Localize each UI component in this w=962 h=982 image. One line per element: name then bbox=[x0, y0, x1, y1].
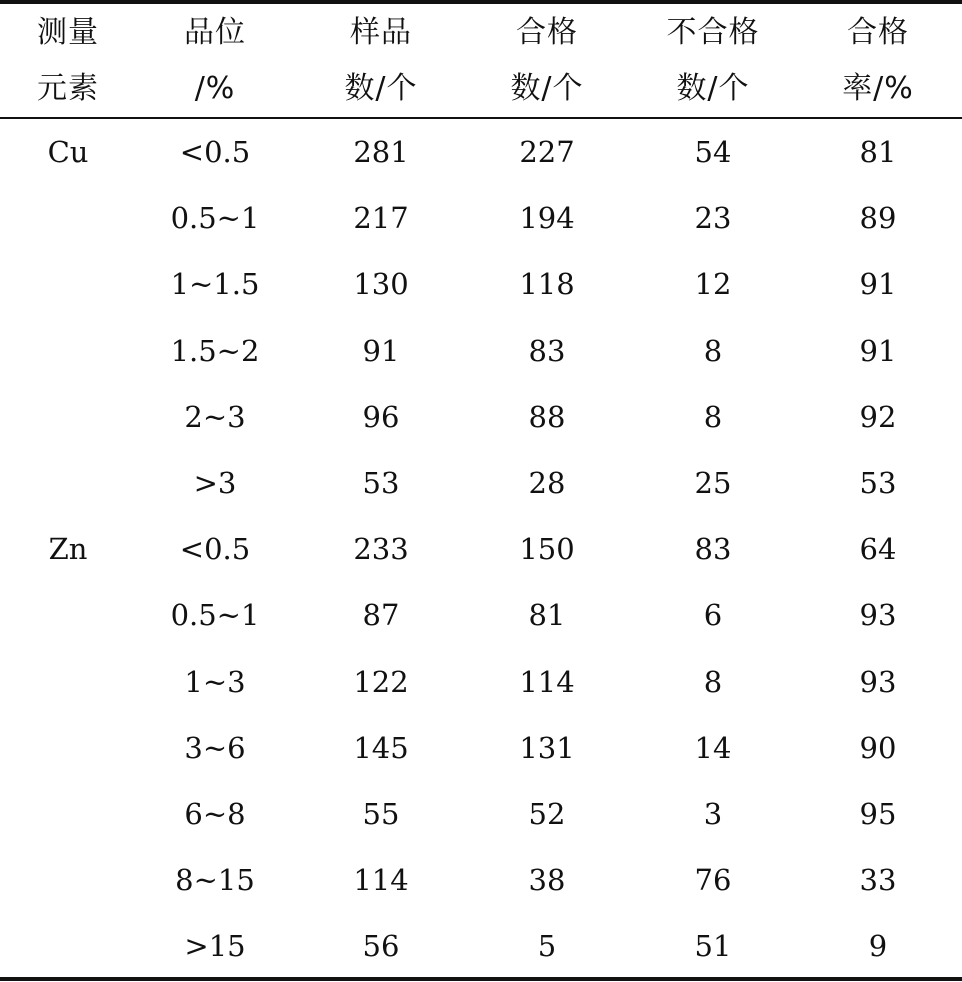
element-cell bbox=[18, 318, 118, 384]
header-unqualified bbox=[640, 4, 786, 117]
unqualified-cell: 8 bbox=[703, 664, 723, 699]
table-row bbox=[0, 847, 962, 913]
grade-cell: 3~6 bbox=[184, 730, 246, 765]
pass-rate-cell: 93 bbox=[859, 664, 897, 699]
samples-cell: 122 bbox=[353, 664, 409, 699]
pass-rate-cell: 33 bbox=[859, 863, 897, 898]
table-row bbox=[0, 384, 962, 450]
grade-cell: 2~3 bbox=[184, 399, 246, 434]
pass-rate-cell: 92 bbox=[859, 399, 897, 434]
unqualified-cell: 76 bbox=[694, 863, 732, 898]
unqualified-cell: 54 bbox=[694, 135, 732, 169]
pass-rate-cell: 91 bbox=[859, 267, 897, 302]
pass-rate-cell: 95 bbox=[859, 796, 897, 831]
samples-cell: 114 bbox=[353, 863, 409, 898]
table-row bbox=[0, 516, 962, 582]
qualified-cell: 114 bbox=[519, 664, 575, 699]
pass-rate-cell: 81 bbox=[859, 135, 897, 169]
grade-cell: 0.5~1 bbox=[170, 201, 260, 236]
table-row bbox=[0, 649, 962, 715]
samples-cell: 130 bbox=[353, 267, 409, 302]
header-pass-rate-line2: 率/% bbox=[842, 70, 914, 106]
samples-cell: 55 bbox=[362, 796, 400, 831]
samples-cell: 91 bbox=[362, 333, 400, 368]
unqualified-cell: 8 bbox=[703, 399, 723, 434]
qualified-cell: 52 bbox=[528, 796, 566, 831]
qualified-cell: 227 bbox=[519, 135, 575, 169]
grade-cell: 1.5~2 bbox=[170, 333, 260, 368]
samples-cell: 53 bbox=[362, 465, 400, 500]
grade-cell: 1~3 bbox=[184, 664, 246, 699]
qualified-cell: 150 bbox=[519, 532, 575, 567]
unqualified-cell: 14 bbox=[694, 730, 732, 765]
table-bottom-rule bbox=[0, 977, 962, 981]
unqualified-cell: 6 bbox=[703, 598, 723, 633]
header-element bbox=[18, 4, 118, 117]
samples-cell: 233 bbox=[353, 532, 409, 567]
pass-rate-cell: 53 bbox=[859, 465, 897, 500]
grade-cell: <0.5 bbox=[179, 532, 251, 567]
table-header bbox=[0, 4, 962, 117]
table-row bbox=[0, 715, 962, 781]
pass-rate-cell: 64 bbox=[859, 532, 897, 567]
header-unqualified-line2: 数/个 bbox=[676, 70, 750, 106]
unqualified-cell: 25 bbox=[694, 465, 732, 500]
qualified-cell: 83 bbox=[528, 333, 566, 368]
pass-rate-cell: 91 bbox=[859, 333, 897, 368]
header-pass-rate-line1: 合格 bbox=[847, 14, 909, 50]
pass-rate-cell: 93 bbox=[859, 598, 897, 633]
element-cell bbox=[18, 582, 118, 648]
header-grade-line1: 品位 bbox=[184, 14, 246, 50]
qualified-cell: 194 bbox=[519, 201, 575, 236]
qualified-cell: 118 bbox=[519, 267, 575, 302]
qualified-cell: 28 bbox=[528, 465, 566, 500]
qualified-cell: 131 bbox=[519, 730, 575, 765]
header-grade-line2: /% bbox=[194, 70, 236, 106]
element-cell bbox=[18, 251, 118, 317]
pass-rate-cell: 89 bbox=[859, 201, 897, 236]
samples-cell: 56 bbox=[362, 929, 400, 964]
element-cell bbox=[18, 649, 118, 715]
element-cell bbox=[18, 847, 118, 913]
qualified-cell: 88 bbox=[528, 399, 566, 434]
element-cell bbox=[18, 913, 118, 979]
element-cell bbox=[18, 185, 118, 251]
grade-cell: >15 bbox=[184, 929, 246, 964]
element-cell bbox=[18, 450, 118, 516]
grade-cell: 0.5~1 bbox=[170, 598, 260, 633]
header-samples bbox=[310, 4, 452, 117]
header-grade bbox=[140, 4, 290, 117]
element-cell bbox=[18, 384, 118, 450]
grade-cell: 8~15 bbox=[175, 863, 255, 898]
pass-rate-cell: 9 bbox=[868, 929, 888, 964]
table-row bbox=[0, 251, 962, 317]
grade-cell: 1~1.5 bbox=[170, 267, 260, 302]
header-pass-rate bbox=[808, 4, 948, 117]
unqualified-cell: 23 bbox=[694, 201, 732, 236]
header-qualified-line2: 数/个 bbox=[510, 70, 584, 106]
unqualified-cell: 51 bbox=[694, 929, 732, 964]
header-element-line2: 元素 bbox=[37, 70, 99, 106]
samples-cell: 145 bbox=[353, 730, 409, 765]
unqualified-cell: 12 bbox=[694, 267, 732, 302]
grade-cell: >3 bbox=[193, 465, 237, 500]
element-cell: Cu bbox=[47, 135, 89, 169]
header-qualified bbox=[476, 4, 618, 117]
table-row bbox=[0, 318, 962, 384]
table-row bbox=[0, 913, 962, 979]
samples-cell: 217 bbox=[353, 201, 409, 236]
qualified-cell: 38 bbox=[528, 863, 566, 898]
pass-rate-cell: 90 bbox=[859, 730, 897, 765]
samples-cell: 281 bbox=[353, 135, 409, 169]
samples-cell: 96 bbox=[362, 399, 400, 434]
header-element-line1: 测量 bbox=[37, 14, 99, 50]
unqualified-cell: 3 bbox=[703, 796, 723, 831]
element-cell bbox=[18, 781, 118, 847]
element-cell: Zn bbox=[48, 532, 88, 567]
table-row bbox=[0, 119, 962, 185]
table-body bbox=[0, 119, 962, 979]
grade-cell: <0.5 bbox=[179, 135, 251, 169]
element-cell bbox=[18, 715, 118, 781]
header-samples-line2: 数/个 bbox=[344, 70, 418, 106]
unqualified-cell: 83 bbox=[694, 532, 732, 567]
samples-cell: 87 bbox=[362, 598, 400, 633]
header-samples-line1: 样品 bbox=[350, 14, 412, 50]
header-unqualified-line1: 不合格 bbox=[666, 14, 760, 50]
header-qualified-line1: 合格 bbox=[516, 14, 578, 50]
unqualified-cell: 8 bbox=[703, 333, 723, 368]
table-row bbox=[0, 781, 962, 847]
table-row bbox=[0, 185, 962, 251]
table-row bbox=[0, 450, 962, 516]
qualified-cell: 5 bbox=[537, 929, 557, 964]
table-row bbox=[0, 582, 962, 648]
qualified-cell: 81 bbox=[528, 598, 566, 633]
grade-cell: 6~8 bbox=[184, 796, 246, 831]
